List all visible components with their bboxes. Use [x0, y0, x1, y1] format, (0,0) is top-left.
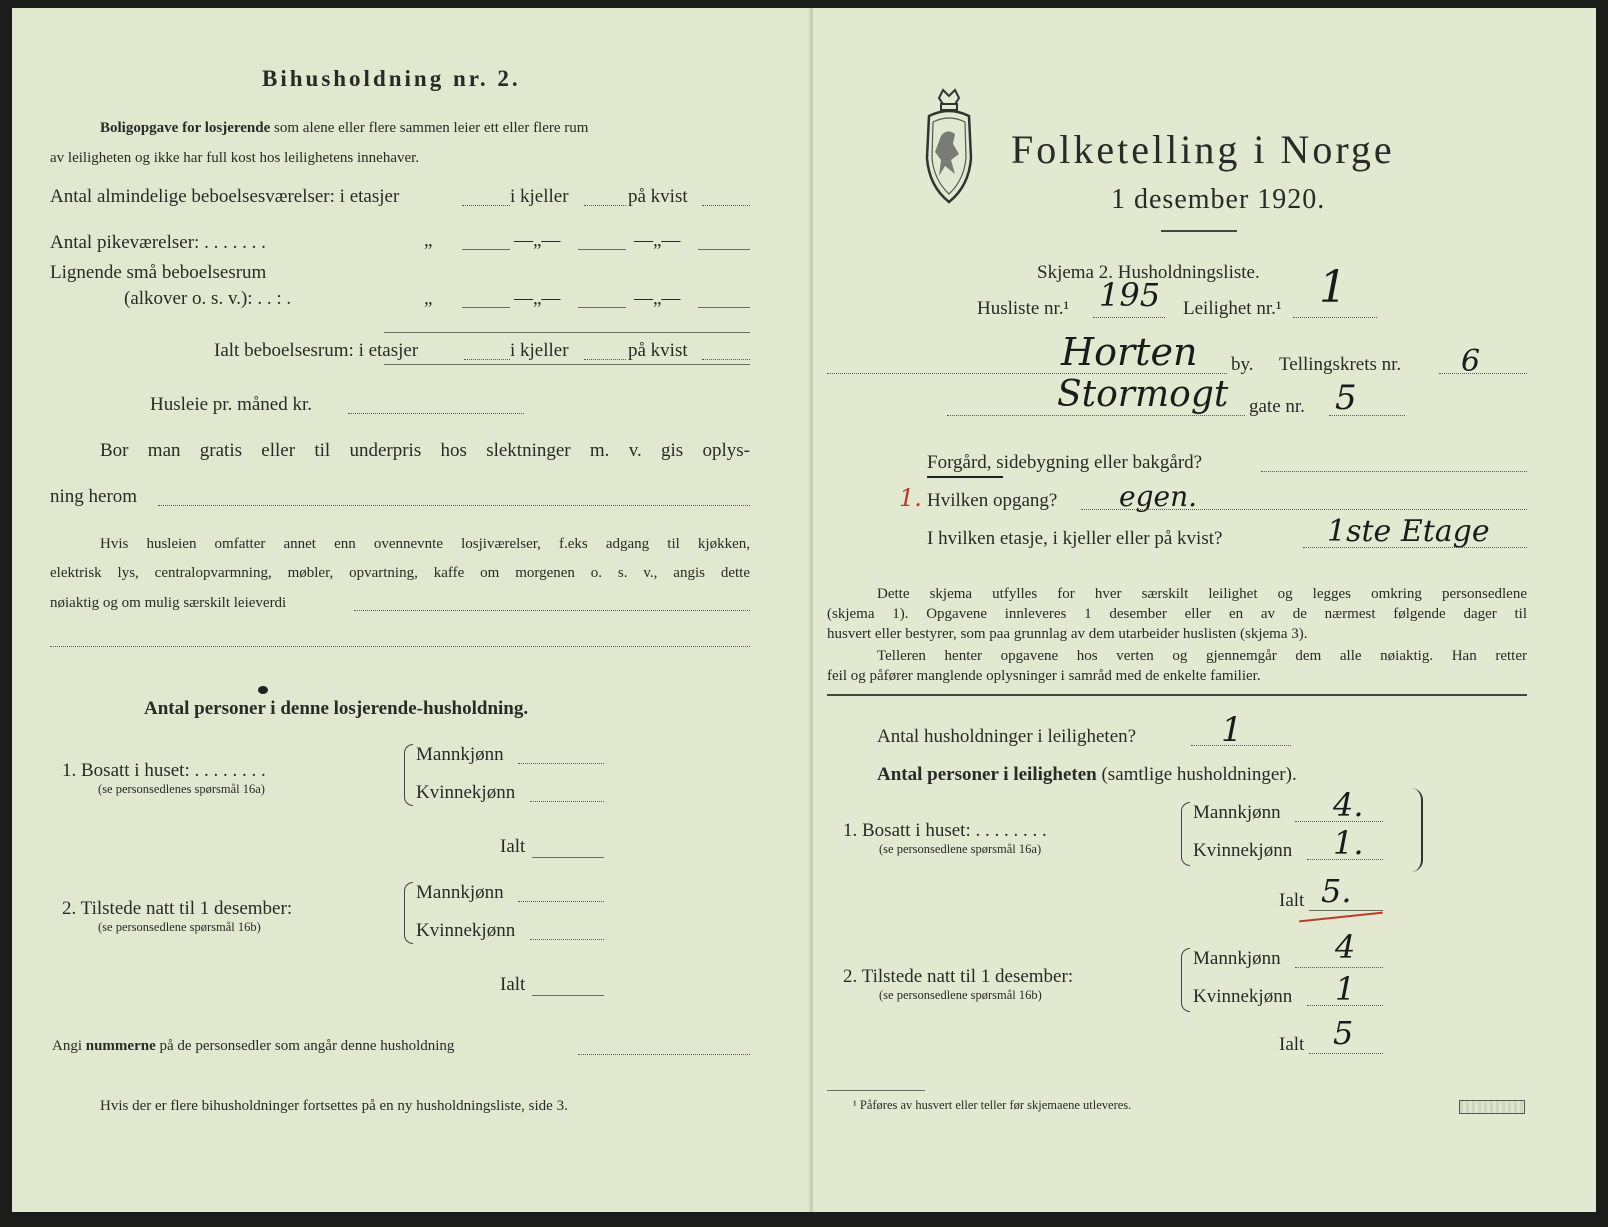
gratis-line-2: ning herom [50, 486, 138, 507]
angi-pre: Angi [52, 1038, 82, 1054]
right-q1-mann-field [1295, 821, 1383, 822]
right-page [813, 8, 1596, 1212]
footnote-rule [827, 1090, 925, 1091]
right-q2-mann-field [1295, 967, 1383, 968]
left-q1-mann-label: Mannkjønn [416, 744, 504, 765]
printer-stamp [1459, 1100, 1525, 1114]
left-q2-kvinne-label: Kvinnekjønn [416, 920, 516, 941]
left-q1-label: 1. Bosatt i huset: . . . . . . . . [62, 760, 266, 781]
leieverdi-field[interactable] [354, 610, 750, 611]
norway-coat-of-arms-icon [917, 88, 981, 206]
right-q2-kvinne-value[interactable]: 1 [1335, 970, 1356, 1008]
instr-line-4: Telleren henter opgavene hos verten og gjennemgår dem alle nøiaktig. Han retter [877, 648, 1527, 664]
left-q2-label: 2. Tilstede natt til 1 desember: [62, 898, 293, 919]
skjema-label: Skjema 2. Husholdningsliste. [1037, 262, 1260, 283]
right-q1-ialt-field [1309, 910, 1383, 911]
right-q2-kvinne-label: Kvinnekjønn [1193, 986, 1293, 1007]
angi-rest: på de personsedler som angår denne husholdning [159, 1038, 455, 1054]
left-q2-mann-label: Mannkjønn [416, 882, 504, 903]
husliste-value[interactable]: 195 [1099, 276, 1161, 314]
census-form-sheet [12, 8, 1596, 1212]
right-q1-mann-label: Mannkjønn [1193, 802, 1281, 823]
husholdninger-value[interactable]: 1 [1221, 710, 1243, 750]
pike-kvist-field[interactable] [698, 249, 750, 250]
right-personer-heading [877, 764, 1297, 786]
hvis-line-1: Hvis husleien omfatter annet enn ovennevnte losjiværelser, f.eks adgang til kjøkken, [100, 536, 750, 552]
gratis-line-1: Bor man gratis eller til underpris hos slektninger m. v. gis oplys- [100, 440, 750, 461]
opgang-value[interactable]: egen. [1119, 480, 1197, 513]
ditto-mark: —„— [634, 288, 681, 309]
sum-rule [384, 332, 750, 333]
gratis-field[interactable] [158, 505, 750, 506]
left-q1-ialt-label: Ialt [500, 836, 526, 857]
husholdninger-label: Antal husholdninger i leiligheten? [877, 726, 1137, 747]
left-q1-kvinne-label: Kvinnekjønn [416, 782, 516, 803]
left-q1-kvinne-field[interactable] [530, 801, 604, 802]
ditto-mark: —„— [514, 230, 561, 251]
hvis-line-3: nøiaktig og om mulig særskilt leieverdi [50, 595, 287, 611]
ialt-kjeller-field[interactable] [584, 359, 626, 360]
right-q1-kvinne-value[interactable]: 1. [1333, 824, 1364, 862]
gate-nr-value[interactable]: 5 [1335, 378, 1357, 418]
tellingskrets-field [1439, 373, 1527, 374]
by-label: by. [1231, 354, 1254, 375]
census-date: 1 desember 1920. [1111, 184, 1326, 215]
right-q2-ialt-value[interactable]: 5 [1333, 1014, 1354, 1052]
instructions-rule [827, 694, 1527, 696]
right-q2-brace [1181, 948, 1190, 1012]
instr-line-2: (skjema 1). Opgavene innleveres 1 desember eller en av de nærmest følgende dager til [827, 606, 1527, 622]
gate-value[interactable]: Stormogt [1057, 374, 1229, 415]
left-title: Bihusholdning nr. 2. [262, 66, 521, 91]
rooms-kjeller-field[interactable] [584, 205, 626, 206]
angi-bold: nummerne [85, 1038, 156, 1054]
alkover-etasjer-field[interactable] [462, 307, 510, 308]
rooms-kvist-label: på kvist [628, 186, 688, 207]
gate-label: gate nr. [1249, 396, 1305, 417]
right-q1-mann-value[interactable]: 4. [1333, 786, 1364, 824]
ialt-kjeller-label: i kjeller [510, 340, 569, 361]
leilighet-value[interactable]: 1 [1319, 262, 1347, 313]
angi-line [52, 1038, 454, 1055]
right-q1-brace [1181, 802, 1190, 866]
right-q1-sub: (se personsedlene spørsmål 16a) [879, 842, 1042, 856]
right-q1-ialt-value[interactable]: 5. [1321, 872, 1352, 910]
husleie-label: Husleie pr. måned kr. [150, 394, 312, 415]
ditto-mark: —„— [634, 230, 681, 251]
alkover-kjeller-field[interactable] [578, 307, 626, 308]
sum-rule [384, 364, 750, 365]
opgang-mark: 1. [899, 484, 922, 512]
intro-line-2: av leiligheten og ikke har full kost hos leilighetens innehaver. [50, 150, 420, 166]
ialt-etasjer-field[interactable] [464, 359, 510, 360]
alkover-label: (alkover o. s. v.): . . : . [124, 288, 292, 309]
alkover-kvist-field[interactable] [698, 307, 750, 308]
right-q1-kvinne-label: Kvinnekjønn [1193, 840, 1293, 861]
main-title: Folketelling i Norge [1011, 127, 1395, 172]
left-personer-heading: Antal personer i denne losjerende-husholdning. [144, 698, 529, 719]
forgaard-field[interactable] [1261, 471, 1527, 472]
rooms-label: Antal almindelige beboelsesværelser: i etasjer [50, 186, 400, 207]
husliste-label: Husliste nr.¹ [977, 298, 1070, 319]
right-q2-sub: (se personsedlene spørsmål 16b) [879, 988, 1042, 1002]
etasje-label: I hvilken etasje, i kjeller eller på kvist? [927, 528, 1223, 549]
left-q1-sub: (se personsedlenes spørsmål 16a) [98, 782, 265, 796]
leilighet-label: Leilighet nr.¹ [1183, 298, 1282, 319]
left-q2-sub: (se personsedlene spørsmål 16b) [98, 920, 261, 934]
right-q2-mann-value[interactable]: 4 [1335, 928, 1356, 966]
left-q2-kvinne-field[interactable] [530, 939, 604, 940]
ink-dot [258, 686, 268, 694]
red-check-mark [1299, 912, 1383, 923]
left-footer: Hvis der er flere bihusholdninger fortsettes på en ny husholdningsliste, side 3. [100, 1098, 568, 1114]
angi-field[interactable] [578, 1054, 750, 1055]
left-q1-mann-field[interactable] [518, 763, 604, 764]
instr-line-5: feil og påfører manglende oplysninger i samråd med de enkelte familier. [827, 668, 1261, 684]
right-q2-label: 2. Tilstede natt til 1 desember: [843, 966, 1074, 987]
footnote: ¹ Påføres av husvert eller teller før skjemaene utleveres. [853, 1098, 1132, 1112]
intro-line-1 [100, 120, 588, 137]
right-q1-kvinne-field [1307, 859, 1383, 860]
left-q2-ialt-field[interactable] [532, 995, 604, 996]
left-q2-ialt-label: Ialt [500, 974, 526, 995]
etasje-value[interactable]: 1ste Etage [1327, 514, 1490, 549]
ditto-mark: —„— [514, 288, 561, 309]
opgang-label: Hvilken opgang? [927, 490, 1058, 511]
pike-etasjer-field[interactable] [462, 249, 510, 250]
title-rule [1161, 230, 1237, 232]
pike-label: Antal pikeværelser: . . . . . . . [50, 232, 266, 253]
leilighet-field [1293, 317, 1377, 318]
forgaard-label: Forgård, sidebygning eller bakgård? [927, 452, 1203, 473]
handwritten-bracket [1411, 788, 1423, 872]
by-value[interactable]: Horten [1061, 330, 1198, 374]
tellingskrets-value[interactable]: 6 [1461, 344, 1481, 379]
etasje-field [1303, 547, 1527, 548]
right-q1-label: 1. Bosatt i huset: . . . . . . . . [843, 820, 1047, 841]
husleie-field[interactable] [348, 413, 524, 414]
left-q2-mann-field[interactable] [518, 901, 604, 902]
rooms-kjeller-label: i kjeller [510, 186, 569, 207]
lignende-label: Lignende små beboelsesrum [50, 262, 267, 283]
personer-rest: (samtlige husholdninger). [1101, 764, 1297, 785]
husliste-field [1093, 317, 1165, 318]
right-q2-ialt-field [1309, 1053, 1383, 1054]
forgaard-underline [927, 476, 1003, 478]
instr-line-1: Dette skjema utfylles for hver særskilt leilighet og legges omkring personsedlene [877, 586, 1527, 602]
instr-line-3: husvert eller bestyrer, som paa grunnlag av dem utarbeider huslisten (skjema 3). [827, 626, 1308, 642]
rooms-kvist-field[interactable] [702, 205, 750, 206]
gate-nr-field [1329, 415, 1405, 416]
husholdninger-field [1191, 745, 1291, 746]
leieverdi-field-2[interactable] [50, 646, 750, 647]
pike-kjeller-field[interactable] [578, 249, 626, 250]
tellingskrets-label: Tellingskrets nr. [1279, 354, 1402, 375]
ditto-mark: „ [424, 230, 433, 251]
opgang-field [1081, 509, 1527, 510]
left-page [12, 8, 813, 1212]
gate-field [947, 415, 1245, 416]
intro-bold: Boligopgave for losjerende [100, 120, 271, 136]
personer-bold: Antal personer i leiligheten [877, 764, 1097, 785]
ditto-mark: „ [424, 288, 433, 309]
rooms-etasjer-field[interactable] [462, 205, 510, 206]
right-q1-ialt-label: Ialt [1279, 890, 1305, 911]
ialt-rooms-label: Ialt beboelsesrum: i etasjer [214, 340, 419, 361]
ialt-kvist-field[interactable] [702, 359, 750, 360]
hvis-line-2: elektrisk lys, centralopvarmning, møbler, opvartning, kaffe om morgenen o. s. v., angis dette [50, 565, 750, 581]
left-q1-brace [404, 744, 413, 806]
right-q2-ialt-label: Ialt [1279, 1034, 1305, 1055]
right-q2-mann-label: Mannkjønn [1193, 948, 1281, 969]
ialt-kvist-label: på kvist [628, 340, 688, 361]
intro-rest: som alene eller flere sammen leier ett eller flere rum [274, 120, 589, 136]
right-q2-kvinne-field [1307, 1005, 1383, 1006]
left-q1-ialt-field[interactable] [532, 857, 604, 858]
left-q2-brace [404, 882, 413, 944]
